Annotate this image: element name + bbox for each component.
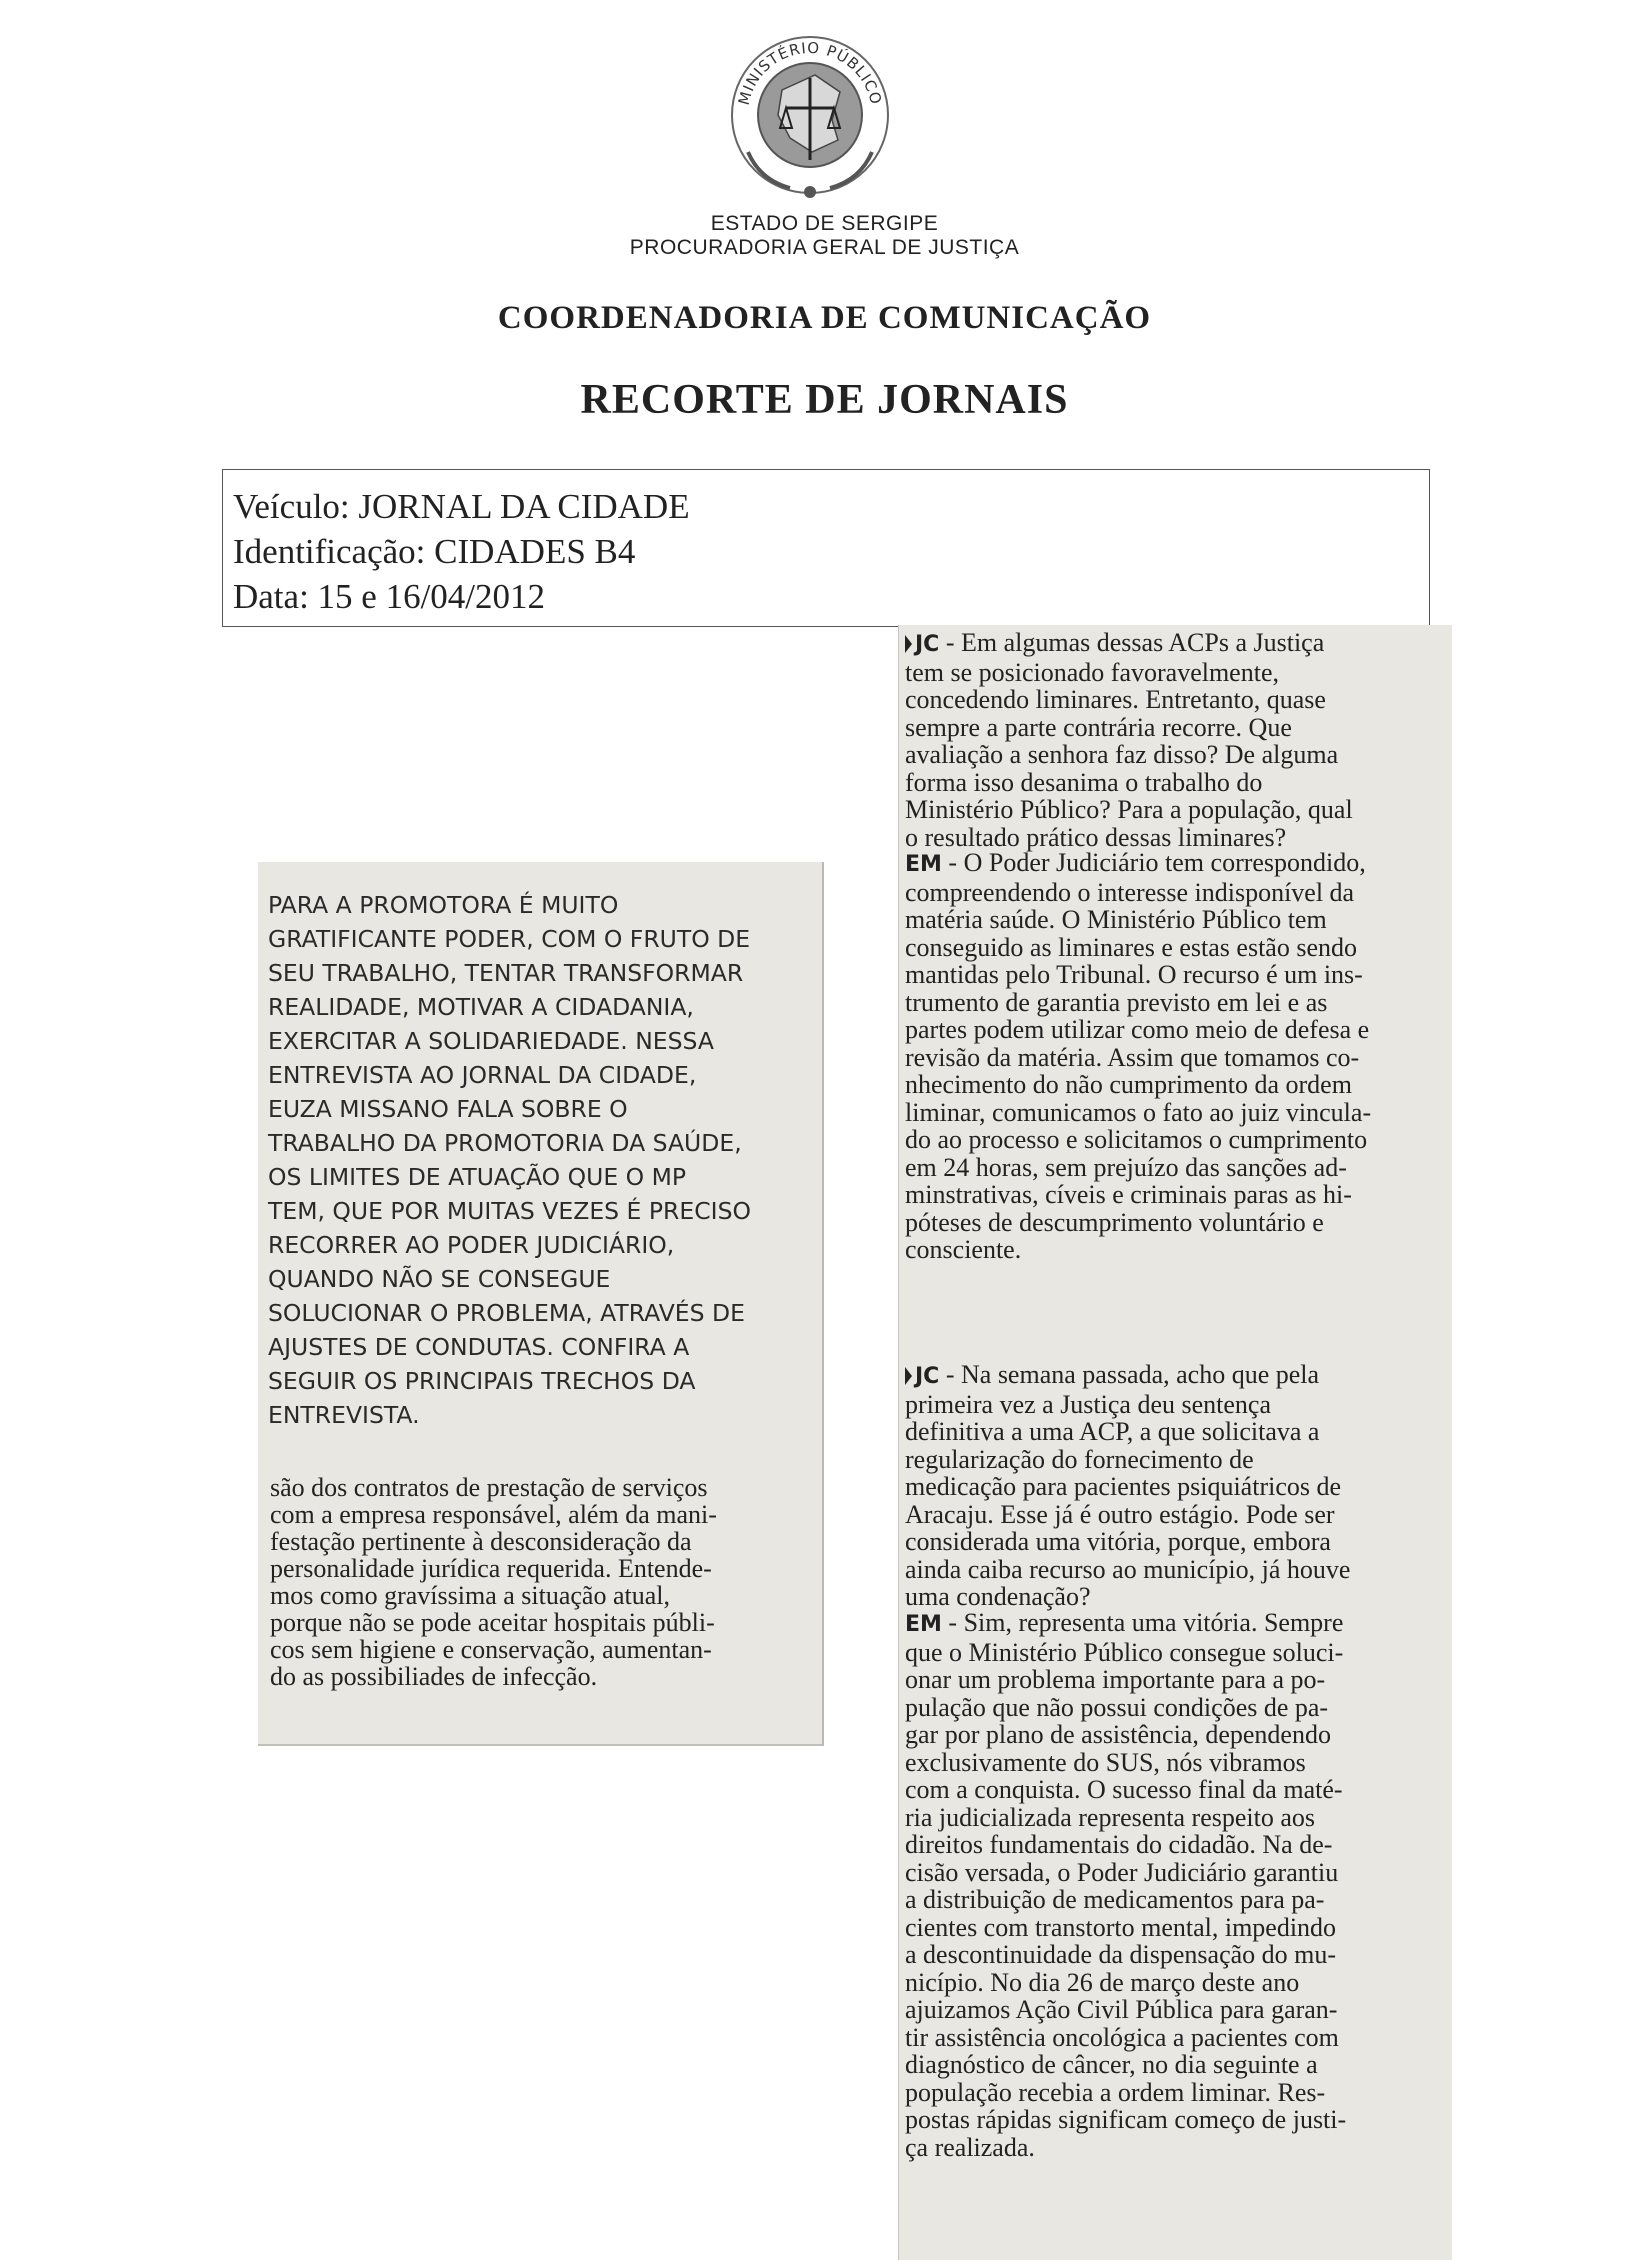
veiculo-field: Veículo: JORNAL DA CIDADE bbox=[233, 487, 690, 526]
question-2: JC - Na semana passada, acho que pela primeira vez a Justiça deu sentença definitiva a uma ACP, a que solicitava a regularização do fornecimento de medicação para pacientes psiquiátricos de Aracaju. Esse já é outro estágio. Pode ser considerada uma vitória, porque, embora ainda caiba recurso ao município, já houve uma condenação? bbox=[905, 1360, 1351, 1611]
identificacao-field: Identificação: CIDADES B4 bbox=[233, 532, 636, 571]
body-line: personalidade jurídica requerida. Entende- bbox=[270, 1554, 712, 1583]
clipping-info-box bbox=[222, 469, 1430, 627]
right-newspaper-clipping bbox=[898, 625, 1452, 2260]
body-line: cos sem higiene e conservação, aumentan- bbox=[270, 1635, 712, 1664]
lead-line: AJUSTES DE CONDUTAS. CONFIRA A bbox=[268, 1333, 690, 1361]
question-1: JC - Em algumas dessas ACPs a Justiça tem se posicionado favoravelmente, concedendo liminares. Entretanto, quase sempre a parte contrária recorre. Que avaliação a senhora faz disso? De alguma forma isso desanima o trabalho do Ministério Público? Para a população, qual o resultado prático dessas liminares? bbox=[905, 628, 1353, 852]
lead-line: EXERCITAR A SOLIDARIEDADE. NESSA bbox=[268, 1027, 714, 1055]
body-line: com a empresa responsável, além da mani- bbox=[270, 1500, 717, 1529]
lead-line: TRABALHO DA PROMOTORIA DA SAÚDE, bbox=[268, 1129, 742, 1157]
body-line: mos como gravíssima a situação atual, bbox=[270, 1581, 671, 1610]
ministerio-publico-seal bbox=[720, 20, 900, 200]
left-newspaper-clipping bbox=[258, 862, 824, 1746]
arrow-marker-icon bbox=[905, 1367, 912, 1385]
lead-line: ENTREVISTA. bbox=[268, 1401, 420, 1429]
answer-2: EM - Sim, representa uma vitória. Sempre que o Ministério Público consegue soluci- onar um problema importante para a po- pulação que não possui condições de pa- gar por plano de assistência, dependendo exclusivamente do SUS, nós vibramos com a conquista. O sucesso final da maté- ria judicializada representa respeito aos direitos fundamentais do cidadão. Na de- cisão versada, o Poder Judiciário garantiu a distribuição de medicamentos para pa- cientes com transtorto mental, impedindo a descontinuidade da dispensação do mu- nicípio. No dia 26 de março deste ano ajuizamos Ação Civil Pública para garan- tir assistência oncológica a pacientes com diagnóstico de câncer, no dia seguinte a população recebia a ordem liminar. Res- postas rápidas significam começo de justi- ça realizada. bbox=[905, 1608, 1347, 2162]
speaker-tag: EM bbox=[905, 1612, 942, 1637]
lead-line: SEGUIR OS PRINCIPAIS TRECHOS DA bbox=[268, 1367, 696, 1395]
left-body-text bbox=[270, 1474, 717, 1690]
header-procuradoria: PROCURADORIA GERAL DE JUSTIÇA bbox=[629, 236, 1020, 259]
page-title: RECORTE DE JORNAIS bbox=[580, 377, 1069, 423]
lead-line: TEM, QUE POR MUITAS VEZES É PRECISO bbox=[268, 1197, 751, 1225]
lead-line: GRATIFICANTE PODER, COM O FRUTO DE bbox=[268, 925, 751, 953]
lead-line: EUZA MISSANO FALA SOBRE O bbox=[268, 1095, 628, 1123]
header-state: ESTADO DE SERGIPE bbox=[710, 212, 939, 235]
body-line: são dos contratos de prestação de serviços bbox=[270, 1473, 708, 1502]
lead-line: SEU TRABALHO, TENTAR TRANSFORMAR bbox=[268, 959, 744, 987]
interview-lead bbox=[268, 888, 824, 1432]
lead-line: REALIDADE, MOTIVAR A CIDADANIA, bbox=[268, 993, 694, 1021]
answer-1: EM - O Poder Judiciário tem correspondido, compreendendo o interesse indisponível da matéria saúde. O Ministério Público tem conseguido as liminares e estas estão sendo mantidas pelo Tribunal. O recurso é um ins- trumento de garantia previsto em lei e as partes podem utilizar como meio de defesa e revisão da matéria. Assim que tomamos co- nhecimento do não cumprimento da ordem liminar, comunicamos o fato ao juiz vincula- do ao processo e solicitamos o cumprimento em 24 horas, sem prejuízo das sanções ad- minstrativas, cíveis e criminais paras as hi- póteses de descumprimento voluntário e consciente. bbox=[905, 848, 1372, 1264]
lead-line: PARA A PROMOTORA É MUITO bbox=[268, 891, 619, 919]
lead-line: SOLUCIONAR O PROBLEMA, ATRAVÉS DE bbox=[268, 1299, 745, 1327]
lead-line: OS LIMITES DE ATUAÇÃO QUE O MP bbox=[268, 1163, 687, 1191]
lead-line: ENTREVISTA AO JORNAL DA CIDADE, bbox=[268, 1061, 697, 1089]
body-line: do as possibiliades de infecção. bbox=[270, 1662, 598, 1691]
lead-line: RECORRER AO PODER JUDICIÁRIO, bbox=[268, 1231, 675, 1259]
department-title: COORDENADORIA DE COMUNICAÇÃO bbox=[497, 300, 1152, 336]
body-line: porque não se pode aceitar hospitais públi- bbox=[270, 1608, 715, 1637]
data-field: Data: 15 e 16/04/2012 bbox=[233, 577, 546, 616]
speaker-tag: EM bbox=[905, 852, 942, 877]
body-line: festação pertinente à desconsideração da bbox=[270, 1527, 692, 1556]
svg-text:MINISTÉRIO PÚBLICO: MINISTÉRIO PÚBLICO bbox=[734, 38, 886, 107]
arrow-marker-icon bbox=[905, 635, 912, 653]
lead-line: QUANDO NÃO SE CONSEGUE bbox=[268, 1265, 611, 1293]
speaker-tag: JC bbox=[915, 1364, 940, 1389]
speaker-tag: JC bbox=[915, 632, 940, 657]
